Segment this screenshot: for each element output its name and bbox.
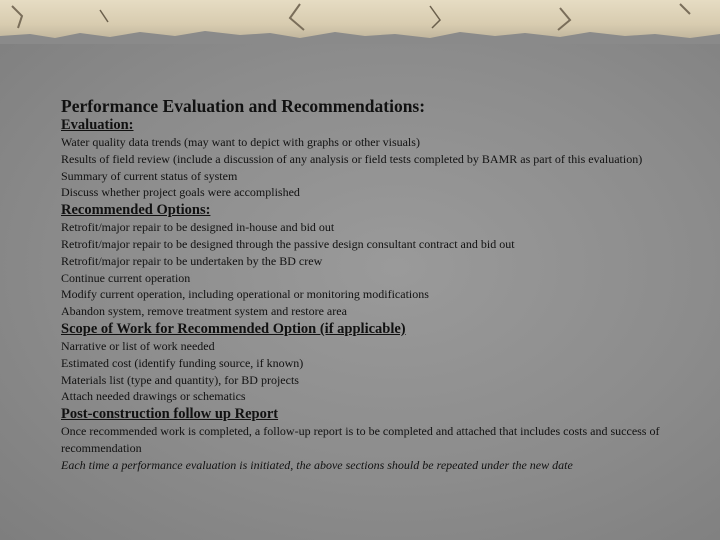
list-item: Modify current operation, including operational or monitoring modifications <box>61 287 429 302</box>
slide-title: Performance Evaluation and Recommendations: <box>61 96 426 116</box>
list-item: Water quality data trends (may want to depict with graphs or other visuals) <box>61 135 420 149</box>
section-heading-recommended-options: Recommended Options: <box>61 202 211 219</box>
slide-content <box>61 96 706 474</box>
list-item: Estimated cost (identify funding source, if known) <box>61 355 304 370</box>
list-item: Attach needed drawings or schematics <box>61 389 246 404</box>
list-item: Discuss whether project goals were accomplished <box>61 185 300 200</box>
list-item: Narrative or list of work needed <box>61 338 215 353</box>
list-item: Retrofit/major repair to be designed in-house and bid out <box>61 220 335 235</box>
list-item: Abandon system, remove treatment system and restore area <box>61 304 347 319</box>
section-heading-evaluation: Evaluation: <box>61 117 134 133</box>
slide-body <box>0 44 720 540</box>
torn-paper-edge-icon <box>0 0 720 44</box>
section-heading-scope-of-work: Scope of Work for Recommended Option (if applicable) <box>61 320 406 337</box>
list-item: Materials list (type and quantity), for BD projects <box>61 372 299 387</box>
list-item: Retrofit/major repair to be undertaken by the BD crew <box>61 253 323 268</box>
list-item: Results of field review (include a discussion of any analysis or field tests completed by BAMR as part of this evaluation) <box>61 151 643 166</box>
list-item: Continue current operation <box>61 270 191 285</box>
italic-note: Each time a performance evaluation is initiated, the above sections should be repeated under the new date <box>61 457 573 472</box>
list-item: Once recommended work is completed, a follow-up report is to be completed and attached that includes costs and success of recommendation <box>61 424 660 455</box>
section-heading-post-construction: Post-construction follow up Report <box>61 406 279 423</box>
list-item: Summary of current status of system <box>61 168 238 183</box>
decorative-header-band <box>0 0 720 44</box>
list-item: Retrofit/major repair to be designed through the passive design consultant contract and bid out <box>61 236 515 251</box>
